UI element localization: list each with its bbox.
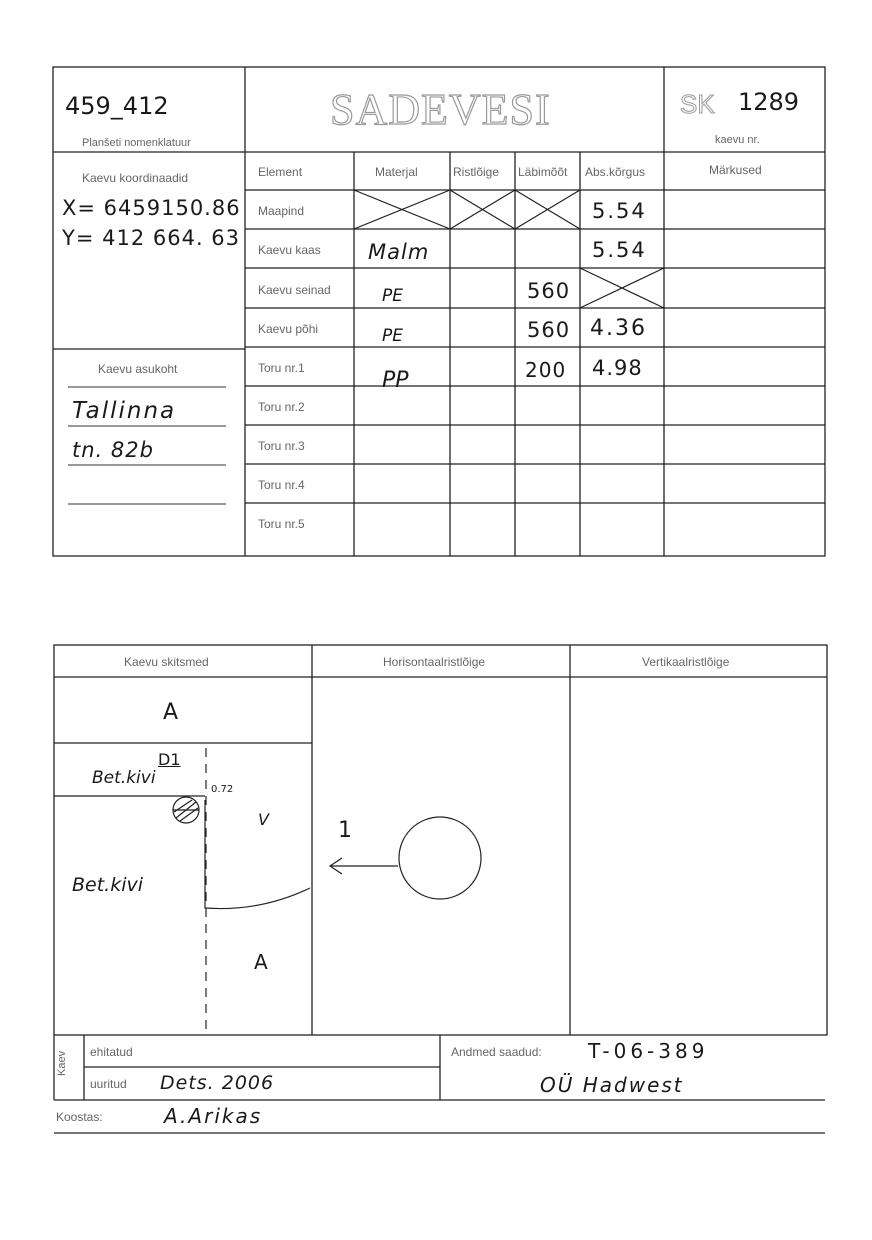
data-source-company: OÜ Hadwest — [540, 1073, 684, 1097]
nomenclature-value: 459_412 — [65, 92, 169, 120]
sketch-label-paving-left: Bet.kivi — [72, 874, 144, 896]
row-label: Toru nr.1 — [258, 361, 305, 375]
location-number: tn. 82b — [72, 438, 154, 462]
nomenclature-label: Planšeti nomenklatuur — [82, 137, 191, 149]
row-label: Kaevu seinad — [258, 283, 331, 297]
data-reference: T-06-389 — [588, 1039, 709, 1063]
measured-label: uuritud — [90, 1077, 127, 1091]
page-title: SADEVESI — [330, 85, 551, 134]
row-label: Toru nr.4 — [258, 478, 305, 492]
coordinate-x: X= 6459150.86 — [62, 196, 241, 220]
cell-abs-height: 4.98 — [592, 356, 643, 380]
sketch-label-v: V — [258, 810, 269, 829]
sketch-label-d1: D1 — [158, 750, 181, 769]
measured-value: Dets. 2006 — [160, 1072, 275, 1094]
data-source-label: Andmed saadud: — [451, 1045, 542, 1059]
header-notes: Märkused — [709, 163, 762, 177]
footer-side-label: Kaev — [56, 1050, 68, 1076]
header-element: Element — [258, 165, 303, 179]
well-number-label: kaevu nr. — [715, 134, 760, 146]
header-diameter: Läbimõõt — [518, 165, 568, 179]
sketch-label-a-bottom: A — [254, 950, 268, 974]
header-material: Materjal — [375, 165, 418, 179]
sketch-header: Kaevu skitsmed — [124, 655, 209, 669]
coordinate-y: Y= 412 664. 63 — [62, 226, 241, 250]
header-abs-height: Abs.kõrgus — [585, 165, 646, 179]
cell-diameter: 560 — [527, 318, 571, 342]
cell-abs-height: 4.36 — [590, 316, 647, 341]
well-number: 1289 — [738, 88, 800, 116]
vertical-section-header: Vertikaalristlõige — [642, 655, 730, 669]
compiled-by: A.Arikas — [164, 1104, 263, 1128]
location-label: Kaevu asukoht — [98, 362, 178, 376]
coordinates-label: Kaevu koordinaadid — [82, 171, 189, 185]
cell-abs-height: 5.54 — [592, 199, 647, 223]
row-label: Kaevu põhi — [258, 322, 319, 336]
sketch-label-a-top: A — [163, 700, 179, 725]
row-label: Toru nr.3 — [258, 439, 305, 453]
well-prefix: SK — [680, 89, 715, 119]
row-label: Kaevu kaas — [258, 243, 321, 257]
row-label: Toru nr.2 — [258, 400, 305, 414]
horizontal-section-header: Horisontaalristlõige — [383, 655, 486, 669]
sketch-label-paving-top: Bet.kivi — [92, 768, 156, 788]
pipe-number-label: 1 — [338, 818, 352, 843]
location-street: Tallinna — [72, 398, 177, 424]
cell-material: PP — [382, 368, 409, 393]
row-label: Toru nr.5 — [258, 517, 305, 531]
sketch-label-small: 0.72 — [211, 784, 234, 795]
cell-material: Malm — [368, 240, 430, 264]
cell-diameter: 560 — [527, 279, 571, 303]
cell-material: PE — [382, 326, 403, 346]
cell-material: PE — [382, 286, 403, 306]
compiled-label: Koostas: — [56, 1110, 103, 1124]
built-label: ehitatud — [90, 1045, 133, 1059]
header-cross-section: Ristlõige — [453, 165, 500, 179]
cell-diameter: 200 — [525, 358, 567, 382]
row-label: Maapind — [258, 204, 305, 218]
cell-abs-height: 5.54 — [592, 238, 647, 262]
